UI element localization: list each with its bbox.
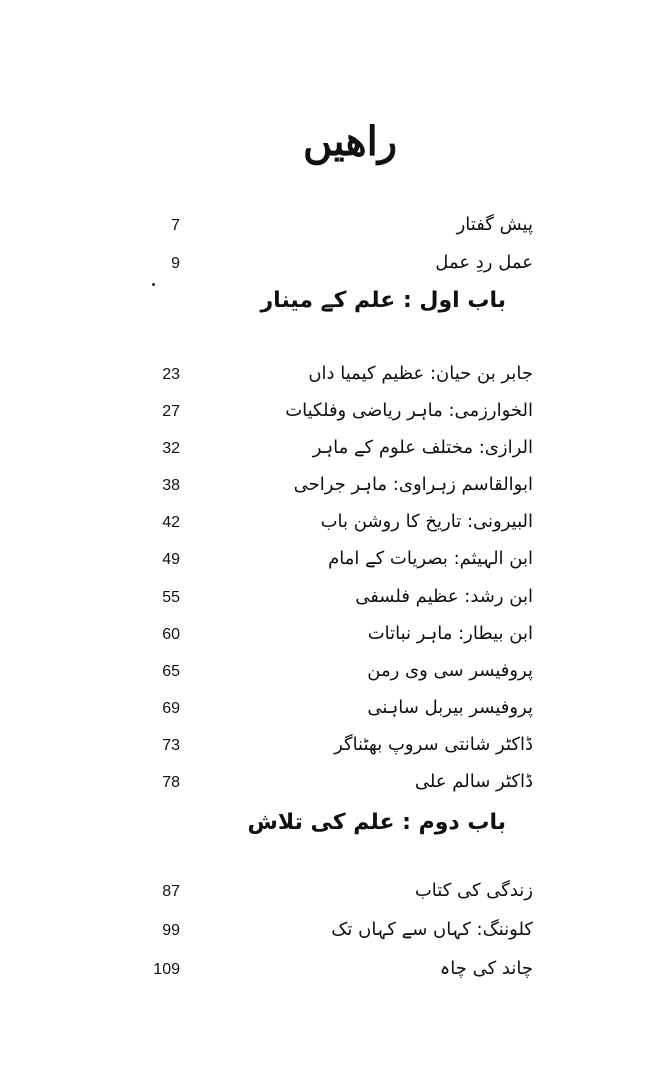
toc-row (0, 584, 661, 614)
toc-row (0, 398, 661, 428)
toc-page-number: 32 (162, 440, 180, 457)
toc-entry-label: جابر بن حیان: عظیم کیمیا داں (308, 363, 533, 384)
toc-page-number: 109 (153, 961, 180, 978)
toc-entry-label: پروفیسر بیربل ساہنی (367, 697, 533, 718)
chapter-heading: باب اول : علم کے مینار (260, 288, 506, 313)
toc-entry-label: ڈاکٹر شانتی سروپ بھٹناگر (334, 734, 533, 755)
toc-page-number: 42 (162, 514, 180, 531)
toc-entry-label: ابوالقاسم زہراوی: ماہر جراحی (293, 474, 533, 495)
toc-page-number: 27 (162, 403, 180, 420)
toc-page-number: 49 (162, 551, 180, 568)
toc-entry-label: الخوارزمی: ماہر ریاضی وفلکیات (285, 400, 533, 421)
toc-page-number: 38 (162, 477, 180, 494)
toc-page-number: 87 (162, 883, 180, 900)
toc-entry-label: ڈاکٹر سالم علی (414, 771, 533, 792)
toc-row (0, 621, 661, 651)
toc-entry-label: پیش گفتار (456, 214, 533, 235)
toc-row (0, 956, 661, 986)
toc-page-number: 99 (162, 922, 180, 939)
toc-page-number: 69 (162, 700, 180, 717)
toc-row (0, 435, 661, 465)
toc-entry-label: عمل ردِ عمل (435, 252, 533, 273)
toc-row (0, 769, 661, 799)
toc-entry-label: ابن بیطار: ماہر نباتات (367, 623, 533, 644)
toc-page-number: 73 (162, 737, 180, 754)
toc-entry-label: الرازی: مختلف علوم کے ماہر (312, 437, 533, 458)
toc-page-number: 55 (162, 589, 180, 606)
toc-entry-label: پروفیسر سی وی رمن (367, 660, 533, 681)
toc-row (0, 509, 661, 539)
toc-page-number: 7 (171, 217, 180, 234)
toc-page-number: 65 (162, 663, 180, 680)
toc-row (0, 917, 661, 947)
toc-entry-label: ابن رشد: عظیم فلسفی (355, 586, 533, 607)
toc-row (0, 658, 661, 688)
toc-row (0, 732, 661, 762)
toc-entry-label: ابن الہیثم: بصریات کے امام (328, 548, 533, 569)
toc-entry-label: البیرونی: تاریخ کا روشن باب (320, 511, 533, 532)
toc-row (0, 546, 661, 576)
toc-row (0, 878, 661, 908)
ink-speck (152, 283, 155, 286)
toc-row (0, 212, 661, 242)
page-title: راھیں (302, 118, 398, 165)
toc-page-number: 23 (162, 366, 180, 383)
toc-entry-label: کلوننگ: کہاں سے کہاں تک (331, 919, 533, 940)
toc-entry-label: چاند کی چاہ (439, 958, 533, 979)
toc-page-number: 78 (162, 774, 180, 791)
toc-row (0, 361, 661, 391)
toc-row (0, 472, 661, 502)
toc-row (0, 695, 661, 725)
toc-page-number: 60 (162, 626, 180, 643)
toc-page-number: 9 (171, 255, 180, 272)
toc-row (0, 250, 661, 280)
chapter-heading: باب دوم : علم کی تلاش (247, 810, 506, 835)
toc-entry-label: زندگی کی کتاب (414, 880, 533, 901)
